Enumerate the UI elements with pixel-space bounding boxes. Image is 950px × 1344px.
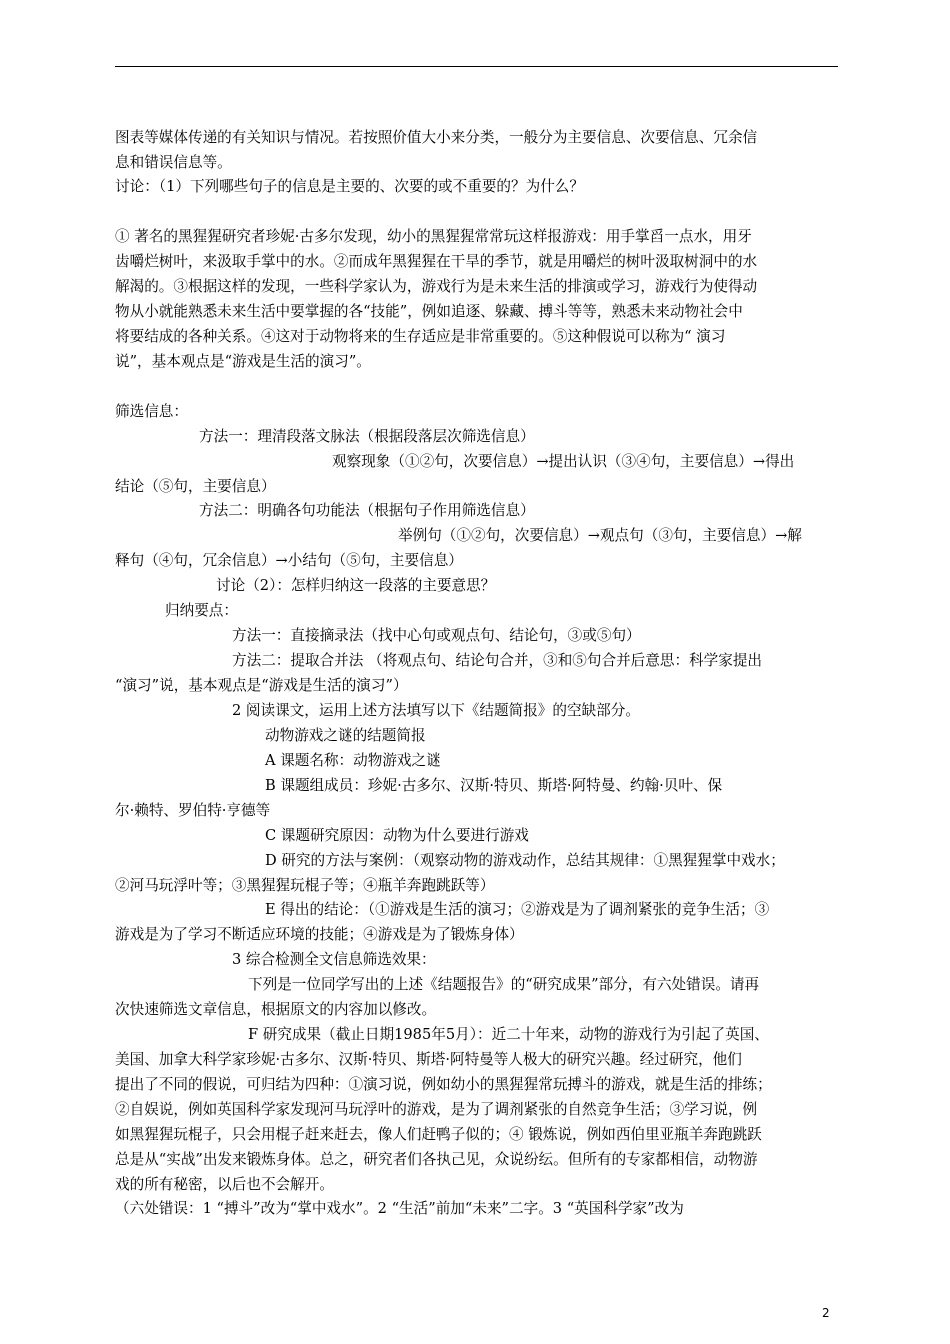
text-line: C 课题研究原因：动物为什么要进行游戏 [265,827,529,844]
text-line: 物从小就能熟悉未来生活中要掌握的各“技能”，例如追逐、躲藏、搏斗等等，熟悉未来动物社会中 [115,303,743,320]
text-line: 息和错误信息等。 [115,154,232,171]
text-line: E 得出的结论：（①游戏是生活的演习；②游戏是为了调剂紧张的竞争生活；③ [265,901,770,918]
section-heading: 筛选信息： [115,403,188,420]
text-line: F 研究成果（截止日期1985年5月）：近二十年来，动物的游戏行为引起了英国、 [248,1026,769,1043]
text-line: 齿嚼烂树叶，来汲取手掌中的水。②而成年黑猩猩在干旱的季节，就是用嚼烂的树叶汲取树洞中的水 [115,253,758,270]
text-line: 尔·赖特、罗伯特·亨德等 [115,802,271,819]
text-line: A 课题名称：动物游戏之谜 [265,752,441,769]
text-line: 观察现象（①②句，次要信息）→提出认识（③④句，主要信息）→得出 [332,453,795,470]
text-line: 说”，基本观点是“游戏是生活的演习”。 [115,353,371,370]
text-line: 美国、加拿大科学家珍妮·古多尔、汉斯·特贝、斯塔·阿特曼等人极大的研究兴趣。经过研究，他们 [115,1051,742,1068]
text-line: B 课题组成员：珍妮·古多尔、汉斯·特贝、斯塔·阿特曼、约翰·贝叶、保 [265,777,723,794]
text-line: 方法一：直接摘录法（找中心句或观点句、结论句，③或⑤句） [232,627,641,644]
text-line: 举例句（①②句，次要信息）→观点句（③句，主要信息）→解 [398,527,802,544]
text-line: 戏的所有秘密，以后也不会解开。 [115,1176,334,1193]
text-line: 游戏是为了学习不断适应环境的技能；④游戏是为了锻炼身体） [115,926,524,943]
text-line: ① 著名的黑猩猩研究者珍妮·古多尔发现，幼小的黑猩猩常常玩这样报游戏：用手掌舀一点水，用牙 [115,228,752,245]
text-line: 2 阅读课文，运用上述方法填写以下《结题简报》的空缺部分。 [232,702,640,719]
text-line: 归纳要点： [165,602,238,619]
text-line: 下列是一位同学写出的上述《结题报告》的“研究成果”部分，有六处错误。请再 [248,976,760,993]
text-line: （六处错误：1 “搏斗”改为“掌中戏水”。2 “生活”前加“未来”二字。3 “英国科学家”改为 [115,1200,684,1217]
text-line: ②自娱说，例如英国科学家发现河马玩浮叶的游戏，是为了调剂紧张的自然竞争生活；③学习说，例 [115,1101,758,1118]
text-line: 讨论：（1）下列哪些句子的信息是主要的、次要的或不重要的？为什么？ [115,178,584,195]
text-line: 图表等媒体传递的有关知识与情况。若按照价值大小来分类，一般分为主要信息、次要信息、冗余信 [115,129,758,146]
text-line: 结论（⑤句，主要信息） [115,478,276,495]
text-line: 动物游戏之谜的结题简报 [265,727,426,744]
text-line: ②河马玩浮叶等；③黑猩猩玩棍子等；④瓶羊奔跑跳跃等） [115,877,495,894]
text-line: 讨论（2）：怎样归纳这一段落的主要意思？ [216,577,496,594]
text-line: 将要结成的各种关系。④这对于动物将来的生存适应是非常重要的。⑤这种假说可以称为“ 演习 [115,328,726,345]
text-line: D 研究的方法与案例：（观察动物的游戏动作，总结其规律：①黑猩猩掌中戏水； [265,852,785,869]
header-rule [115,66,838,67]
page-number: 2 [822,1306,830,1320]
text-line: 次快速筛选文章信息，根据原文的内容加以修改。 [115,1001,437,1018]
text-line: 总是从“实战”出发来锻炼身体。总之，研究者们各执己见，众说纷纭。但所有的专家都相信，动物游 [115,1151,758,1168]
text-line: 方法一：理清段落文脉法（根据段落层次筛选信息） [199,428,535,445]
text-line: “演习”说，基本观点是“游戏是生活的演习”） [115,677,408,694]
text-line: 如黑猩猩玩棍子，只会用棍子赶来赶去，像人们赶鸭子似的；④ 锻炼说，例如西伯里亚瓶羊奔跑跳跃 [115,1126,762,1143]
text-line: 提出了不同的假说，可归结为四种：①演习说，例如幼小的黑猩猩常玩搏斗的游戏，就是生活的排练； [115,1076,772,1093]
text-line: 解渴的。③根据这样的发现，一些科学家认为，游戏行为是未来生活的排演或学习，游戏行为使得动 [115,278,758,295]
text-line: 方法二：明确各句功能法（根据句子作用筛选信息） [199,502,535,519]
text-line: 方法二：提取合并法 （将观点句、结论句合并，③和⑤句合并后意思：科学家提出 [232,652,763,669]
text-line: 释句（④句，冗余信息）→小结句（⑤句，主要信息） [115,552,463,569]
text-line: 3 综合检测全文信息筛选效果： [232,951,436,968]
